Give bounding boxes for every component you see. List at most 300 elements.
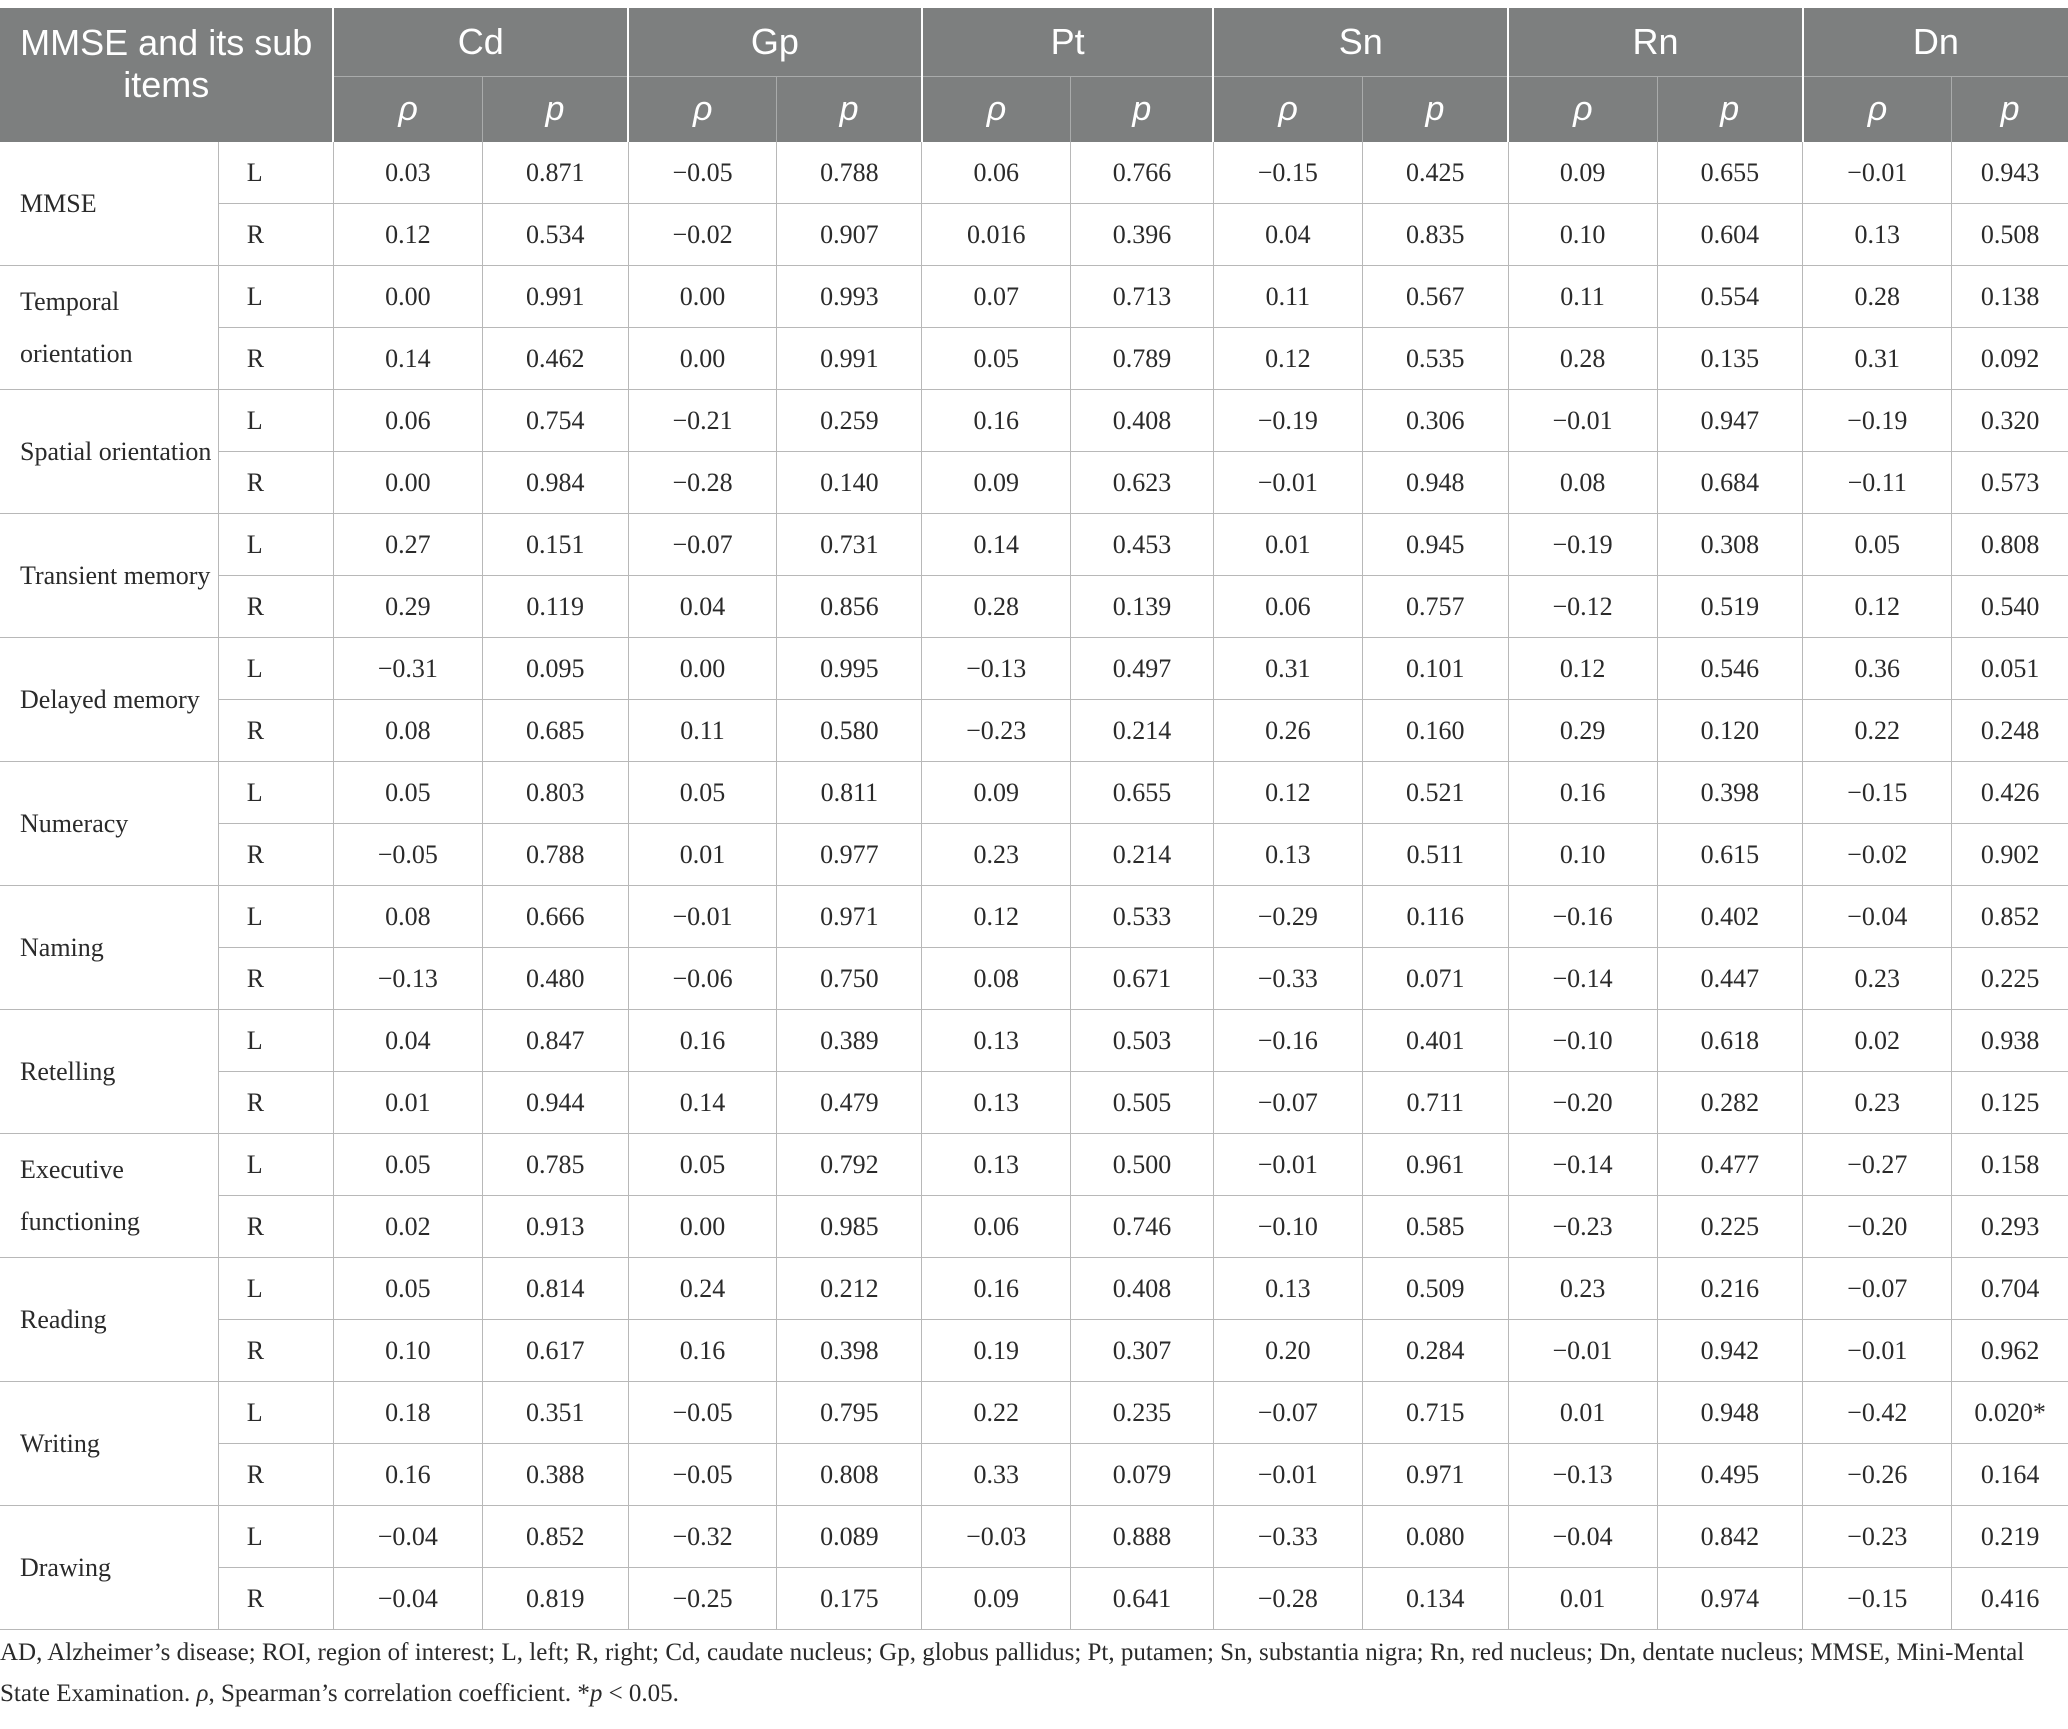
p-value-cell: 0.871 (482, 142, 628, 204)
rho-value-cell: −0.05 (333, 824, 482, 886)
p-value-cell: 0.623 (1071, 452, 1214, 514)
p-value-cell: 0.567 (1362, 266, 1508, 328)
table-row (0, 948, 2068, 1010)
p-value-cell: 0.754 (482, 390, 628, 452)
p-value-cell: 0.503 (1071, 1010, 1214, 1072)
p-value-cell: 0.852 (482, 1506, 628, 1568)
rho-value-cell: 0.14 (628, 1072, 777, 1134)
side-label: L (218, 390, 333, 452)
p-value-cell: 0.902 (1952, 824, 2068, 886)
rho-value-cell: −0.03 (922, 1506, 1071, 1568)
correlation-table-container (0, 8, 2068, 1630)
rho-value-cell: 0.04 (333, 1010, 482, 1072)
rho-value-cell: −0.19 (1508, 514, 1657, 576)
p-value-cell: 0.655 (1071, 762, 1214, 824)
p-value-cell: 0.618 (1657, 1010, 1803, 1072)
p-value-cell: 0.757 (1362, 576, 1508, 638)
side-label: R (218, 948, 333, 1010)
table-row (0, 1072, 2068, 1134)
rho-value-cell: 0.10 (1508, 824, 1657, 886)
p-value-cell: 0.704 (1952, 1258, 2068, 1320)
p-value-cell: 0.540 (1952, 576, 2068, 638)
rho-value-cell: 0.02 (1803, 1010, 1952, 1072)
p-value-cell: 0.020* (1952, 1382, 2068, 1444)
p-value-cell: 0.398 (1657, 762, 1803, 824)
p-value-cell: 0.534 (482, 204, 628, 266)
p-value-cell: 0.505 (1071, 1072, 1214, 1134)
side-label: R (218, 1196, 333, 1258)
rho-value-cell: 0.08 (333, 700, 482, 762)
p-value-cell: 0.985 (777, 1196, 922, 1258)
p-value-cell: 0.214 (1071, 700, 1214, 762)
p-value-cell: 0.462 (482, 328, 628, 390)
rho-value-cell: 0.28 (922, 576, 1071, 638)
rho-value-cell: 0.09 (922, 1568, 1071, 1630)
table-row (0, 824, 2068, 886)
rho-value-cell: −0.23 (1803, 1506, 1952, 1568)
rho-value-cell: 0.14 (333, 328, 482, 390)
rho-value-cell: −0.04 (1508, 1506, 1657, 1568)
item-label: Executive functioning (0, 1134, 218, 1258)
rho-value-cell: −0.02 (628, 204, 777, 266)
p-value-cell: 0.306 (1362, 390, 1508, 452)
rho-value-cell: 0.09 (1508, 142, 1657, 204)
side-label: R (218, 1320, 333, 1382)
rho-value-cell: −0.07 (1213, 1382, 1362, 1444)
rho-value-cell: 0.06 (922, 1196, 1071, 1258)
p-value-cell: 0.307 (1071, 1320, 1214, 1382)
table-row (0, 142, 2068, 204)
p-value-cell: 0.235 (1071, 1382, 1214, 1444)
side-label: R (218, 1568, 333, 1630)
rho-value-cell: −0.23 (1508, 1196, 1657, 1258)
p-value-cell: 0.101 (1362, 638, 1508, 700)
rho-value-cell: 0.00 (333, 452, 482, 514)
correlation-table (0, 8, 2068, 1630)
rho-value-cell: 0.28 (1803, 266, 1952, 328)
rho-value-cell: 0.06 (333, 390, 482, 452)
p-column-header: p (1362, 77, 1508, 143)
p-value-cell: 0.746 (1071, 1196, 1214, 1258)
p-column-header: p (1952, 77, 2068, 143)
rho-value-cell: 0.26 (1213, 700, 1362, 762)
rho-value-cell: −0.33 (1213, 1506, 1362, 1568)
rho-value-cell: −0.01 (628, 886, 777, 948)
rho-value-cell: 0.05 (333, 1258, 482, 1320)
p-value-cell: 0.225 (1952, 948, 2068, 1010)
p-value-cell: 0.396 (1071, 204, 1214, 266)
rho-value-cell: −0.19 (1803, 390, 1952, 452)
p-value-cell: 0.554 (1657, 266, 1803, 328)
p-value-cell: 0.995 (777, 638, 922, 700)
p-value-cell: 0.079 (1071, 1444, 1214, 1506)
p-value-cell: 0.750 (777, 948, 922, 1010)
rho-value-cell: 0.29 (1508, 700, 1657, 762)
p-column-header: p (1657, 77, 1803, 143)
rho-column-header: ρ (628, 77, 777, 143)
rho-value-cell: 0.00 (333, 266, 482, 328)
rho-value-cell: −0.13 (333, 948, 482, 1010)
rho-value-cell: 0.11 (1213, 266, 1362, 328)
p-column-header: p (482, 77, 628, 143)
rho-value-cell: −0.13 (1508, 1444, 1657, 1506)
p-value-cell: 0.785 (482, 1134, 628, 1196)
rho-value-cell: 0.01 (1508, 1382, 1657, 1444)
rho-value-cell: 0.13 (922, 1010, 1071, 1072)
table-row (0, 638, 2068, 700)
region-header: Sn (1213, 8, 1508, 77)
footnote-sig-p: p (589, 1680, 603, 1707)
side-label: R (218, 328, 333, 390)
p-value-cell: 0.943 (1952, 142, 2068, 204)
p-value-cell: 0.402 (1657, 886, 1803, 948)
p-column-header: p (1071, 77, 1214, 143)
rho-value-cell: −0.19 (1213, 390, 1362, 452)
item-label: Naming (0, 886, 218, 1010)
rho-value-cell: 0.10 (1508, 204, 1657, 266)
p-value-cell: 0.731 (777, 514, 922, 576)
p-value-cell: 0.938 (1952, 1010, 2068, 1072)
item-label: Temporal orientation (0, 266, 218, 390)
region-header: Cd (333, 8, 628, 77)
rho-value-cell: −0.02 (1803, 824, 1952, 886)
rho-value-cell: −0.28 (628, 452, 777, 514)
table-row (0, 1444, 2068, 1506)
rho-value-cell: 0.28 (1508, 328, 1657, 390)
rho-value-cell: 0.03 (333, 142, 482, 204)
rho-value-cell: −0.05 (628, 1444, 777, 1506)
rho-value-cell: −0.15 (1213, 142, 1362, 204)
rho-value-cell: −0.05 (628, 1382, 777, 1444)
p-value-cell: 0.401 (1362, 1010, 1508, 1072)
table-row (0, 886, 2068, 948)
rho-value-cell: −0.10 (1213, 1196, 1362, 1258)
rho-value-cell: −0.16 (1508, 886, 1657, 948)
p-value-cell: 0.974 (1657, 1568, 1803, 1630)
p-value-cell: 0.293 (1952, 1196, 2068, 1258)
rho-value-cell: −0.04 (333, 1568, 482, 1630)
p-value-cell: 0.713 (1071, 266, 1214, 328)
p-value-cell: 0.580 (777, 700, 922, 762)
p-value-cell: 0.120 (1657, 700, 1803, 762)
rho-value-cell: 0.08 (1508, 452, 1657, 514)
p-value-cell: 0.671 (1071, 948, 1214, 1010)
side-label: R (218, 824, 333, 886)
table-row (0, 700, 2068, 762)
side-label: R (218, 576, 333, 638)
table-row (0, 1506, 2068, 1568)
rho-value-cell: −0.01 (1213, 452, 1362, 514)
p-value-cell: 0.219 (1952, 1506, 2068, 1568)
side-label: L (218, 1134, 333, 1196)
p-value-cell: 0.788 (777, 142, 922, 204)
p-value-cell: 0.792 (777, 1134, 922, 1196)
rho-value-cell: 0.01 (1213, 514, 1362, 576)
p-value-cell: 0.685 (482, 700, 628, 762)
table-row (0, 576, 2068, 638)
side-label: L (218, 886, 333, 948)
p-value-cell: 0.907 (777, 204, 922, 266)
rho-value-cell: −0.42 (1803, 1382, 1952, 1444)
table-row (0, 204, 2068, 266)
rho-value-cell: 0.06 (922, 142, 1071, 204)
rho-value-cell: 0.00 (628, 328, 777, 390)
rho-value-cell: 0.00 (628, 1196, 777, 1258)
rho-value-cell: −0.01 (1508, 1320, 1657, 1382)
rho-value-cell: 0.19 (922, 1320, 1071, 1382)
p-value-cell: 0.948 (1657, 1382, 1803, 1444)
table-body (0, 142, 2068, 1630)
rho-value-cell: 0.13 (1213, 1258, 1362, 1320)
rho-value-cell: 0.11 (628, 700, 777, 762)
measure-column-header: MMSE and its sub items (0, 8, 333, 142)
region-header: Dn (1803, 8, 2068, 77)
p-value-cell: 0.715 (1362, 1382, 1508, 1444)
side-label: L (218, 1382, 333, 1444)
rho-value-cell: 0.01 (333, 1072, 482, 1134)
side-label: L (218, 142, 333, 204)
p-value-cell: 0.847 (482, 1010, 628, 1072)
p-value-cell: 0.212 (777, 1258, 922, 1320)
p-value-cell: 0.140 (777, 452, 922, 514)
p-value-cell: 0.655 (1657, 142, 1803, 204)
rho-value-cell: −0.01 (1508, 390, 1657, 452)
rho-value-cell: 0.05 (1803, 514, 1952, 576)
table-row (0, 1258, 2068, 1320)
rho-value-cell: −0.01 (1213, 1444, 1362, 1506)
p-value-cell: 0.495 (1657, 1444, 1803, 1506)
p-value-cell: 0.389 (777, 1010, 922, 1072)
rho-value-cell: 0.08 (922, 948, 1071, 1010)
p-value-cell: 0.819 (482, 1568, 628, 1630)
rho-value-cell: 0.22 (1803, 700, 1952, 762)
p-column-header: p (777, 77, 922, 143)
rho-value-cell: 0.23 (922, 824, 1071, 886)
p-value-cell: 0.135 (1657, 328, 1803, 390)
rho-value-cell: 0.09 (922, 762, 1071, 824)
rho-value-cell: 0.13 (922, 1072, 1071, 1134)
p-value-cell: 0.095 (482, 638, 628, 700)
p-value-cell: 0.947 (1657, 390, 1803, 452)
rho-value-cell: −0.33 (1213, 948, 1362, 1010)
table-row (0, 328, 2068, 390)
item-label: Numeracy (0, 762, 218, 886)
p-value-cell: 0.508 (1952, 204, 2068, 266)
side-label: R (218, 1444, 333, 1506)
rho-column-header: ρ (922, 77, 1071, 143)
p-value-cell: 0.497 (1071, 638, 1214, 700)
p-value-cell: 0.788 (482, 824, 628, 886)
p-value-cell: 0.214 (1071, 824, 1214, 886)
rho-column-header: ρ (1508, 77, 1657, 143)
rho-value-cell: 0.12 (1213, 328, 1362, 390)
rho-value-cell: 0.12 (922, 886, 1071, 948)
footnote-abbreviations: AD, Alzheimer’s disease; ROI, region of interest; L, left; R, right; Cd, caudate nucleus; Gp, globus pallidus; Pt, putamen; Sn, substantia nigra; Rn, red nucleus; Dn, dentate nucleus; MMSE, Mini-Mental State Examination. (0, 1639, 2025, 1707)
rho-value-cell: 0.00 (628, 266, 777, 328)
p-value-cell: 0.533 (1071, 886, 1214, 948)
rho-value-cell: 0.24 (628, 1258, 777, 1320)
p-value-cell: 0.134 (1362, 1568, 1508, 1630)
p-value-cell: 0.842 (1657, 1506, 1803, 1568)
rho-value-cell: 0.27 (333, 514, 482, 576)
p-value-cell: 0.856 (777, 576, 922, 638)
p-value-cell: 0.408 (1071, 1258, 1214, 1320)
rho-value-cell: −0.06 (628, 948, 777, 1010)
p-value-cell: 0.320 (1952, 390, 2068, 452)
p-value-cell: 0.447 (1657, 948, 1803, 1010)
p-value-cell: 0.803 (482, 762, 628, 824)
rho-value-cell: −0.20 (1803, 1196, 1952, 1258)
p-value-cell: 0.991 (777, 328, 922, 390)
p-value-cell: 0.961 (1362, 1134, 1508, 1196)
footnote-rho-text: , Spearman’s correlation coefficient. (208, 1680, 572, 1707)
p-value-cell: 0.852 (1952, 886, 2068, 948)
region-header: Rn (1508, 8, 1803, 77)
rho-value-cell: 0.16 (922, 390, 1071, 452)
footnote-sig-prefix: * (577, 1680, 590, 1707)
side-label: R (218, 204, 333, 266)
p-value-cell: 0.509 (1362, 1258, 1508, 1320)
rho-value-cell: 0.01 (628, 824, 777, 886)
p-value-cell: 0.711 (1362, 1072, 1508, 1134)
rho-value-cell: 0.16 (628, 1010, 777, 1072)
rho-value-cell: 0.13 (922, 1134, 1071, 1196)
side-label: R (218, 1072, 333, 1134)
item-label: Reading (0, 1258, 218, 1382)
p-value-cell: 0.795 (777, 1382, 922, 1444)
p-value-cell: 0.398 (777, 1320, 922, 1382)
p-value-cell: 0.808 (777, 1444, 922, 1506)
p-value-cell: 0.089 (777, 1506, 922, 1568)
rho-value-cell: −0.28 (1213, 1568, 1362, 1630)
rho-value-cell: 0.06 (1213, 576, 1362, 638)
rho-value-cell: 0.33 (922, 1444, 1071, 1506)
p-value-cell: 0.808 (1952, 514, 2068, 576)
rho-value-cell: 0.12 (333, 204, 482, 266)
side-label: R (218, 700, 333, 762)
p-value-cell: 0.913 (482, 1196, 628, 1258)
p-value-cell: 0.573 (1952, 452, 2068, 514)
side-label: R (218, 452, 333, 514)
p-value-cell: 0.585 (1362, 1196, 1508, 1258)
rho-value-cell: 0.23 (1508, 1258, 1657, 1320)
side-label: L (218, 1010, 333, 1072)
side-label: L (218, 762, 333, 824)
p-value-cell: 0.766 (1071, 142, 1214, 204)
p-value-cell: 0.225 (1657, 1196, 1803, 1258)
rho-value-cell: −0.32 (628, 1506, 777, 1568)
p-value-cell: 0.080 (1362, 1506, 1508, 1568)
rho-value-cell: −0.15 (1803, 762, 1952, 824)
p-value-cell: 0.259 (777, 390, 922, 452)
rho-value-cell: 0.05 (333, 762, 482, 824)
p-value-cell: 0.164 (1952, 1444, 2068, 1506)
rho-value-cell: 0.20 (1213, 1320, 1362, 1382)
table-row (0, 1010, 2068, 1072)
rho-value-cell: −0.16 (1213, 1010, 1362, 1072)
p-value-cell: 0.500 (1071, 1134, 1214, 1196)
p-value-cell: 0.835 (1362, 204, 1508, 266)
p-value-cell: 0.535 (1362, 328, 1508, 390)
rho-value-cell: 0.08 (333, 886, 482, 948)
p-value-cell: 0.977 (777, 824, 922, 886)
rho-value-cell: 0.07 (922, 266, 1071, 328)
p-value-cell: 0.051 (1952, 638, 2068, 700)
table-row (0, 1196, 2068, 1258)
side-label: L (218, 1258, 333, 1320)
region-header: Gp (628, 8, 922, 77)
table-row (0, 266, 2068, 328)
p-value-cell: 0.546 (1657, 638, 1803, 700)
rho-value-cell: −0.25 (628, 1568, 777, 1630)
p-value-cell: 0.416 (1952, 1568, 2068, 1630)
p-value-cell: 0.641 (1071, 1568, 1214, 1630)
p-value-cell: 0.511 (1362, 824, 1508, 886)
footnote-rho-symbol: ρ (196, 1680, 209, 1707)
p-value-cell: 0.125 (1952, 1072, 2068, 1134)
table-header (0, 8, 2068, 142)
rho-value-cell: −0.13 (922, 638, 1071, 700)
p-value-cell: 0.282 (1657, 1072, 1803, 1134)
table-row (0, 1134, 2068, 1196)
p-value-cell: 0.984 (482, 452, 628, 514)
p-value-cell: 0.116 (1362, 886, 1508, 948)
rho-value-cell: 0.29 (333, 576, 482, 638)
p-value-cell: 0.426 (1952, 762, 2068, 824)
rho-value-cell: −0.04 (333, 1506, 482, 1568)
rho-value-cell: 0.00 (628, 638, 777, 700)
rho-value-cell: 0.05 (628, 762, 777, 824)
p-value-cell: 0.425 (1362, 142, 1508, 204)
p-value-cell: 0.175 (777, 1568, 922, 1630)
p-value-cell: 0.944 (482, 1072, 628, 1134)
rho-value-cell: −0.07 (1213, 1072, 1362, 1134)
p-value-cell: 0.308 (1657, 514, 1803, 576)
rho-value-cell: −0.11 (1803, 452, 1952, 514)
rho-value-cell: 0.16 (333, 1444, 482, 1506)
rho-column-header: ρ (1803, 77, 1952, 143)
rho-value-cell: 0.16 (628, 1320, 777, 1382)
rho-value-cell: −0.04 (1803, 886, 1952, 948)
rho-value-cell: 0.04 (1213, 204, 1362, 266)
p-value-cell: 0.811 (777, 762, 922, 824)
rho-value-cell: 0.12 (1803, 576, 1952, 638)
p-value-cell: 0.948 (1362, 452, 1508, 514)
side-label: L (218, 638, 333, 700)
rho-column-header: ρ (333, 77, 482, 143)
rho-value-cell: 0.13 (1213, 824, 1362, 886)
table-row (0, 762, 2068, 824)
side-label: L (218, 266, 333, 328)
rho-value-cell: 0.31 (1803, 328, 1952, 390)
rho-value-cell: −0.27 (1803, 1134, 1952, 1196)
p-value-cell: 0.284 (1362, 1320, 1508, 1382)
p-value-cell: 0.666 (482, 886, 628, 948)
rho-value-cell: −0.31 (333, 638, 482, 700)
rho-value-cell: 0.16 (922, 1258, 1071, 1320)
p-value-cell: 0.991 (482, 266, 628, 328)
rho-value-cell: −0.12 (1508, 576, 1657, 638)
rho-value-cell: −0.14 (1508, 1134, 1657, 1196)
p-value-cell: 0.993 (777, 266, 922, 328)
rho-value-cell: −0.15 (1803, 1568, 1952, 1630)
rho-value-cell: 0.13 (1803, 204, 1952, 266)
rho-value-cell: −0.05 (628, 142, 777, 204)
p-value-cell: 0.971 (1362, 1444, 1508, 1506)
p-value-cell: 0.151 (482, 514, 628, 576)
rho-value-cell: −0.20 (1508, 1072, 1657, 1134)
item-label: Retelling (0, 1010, 218, 1134)
